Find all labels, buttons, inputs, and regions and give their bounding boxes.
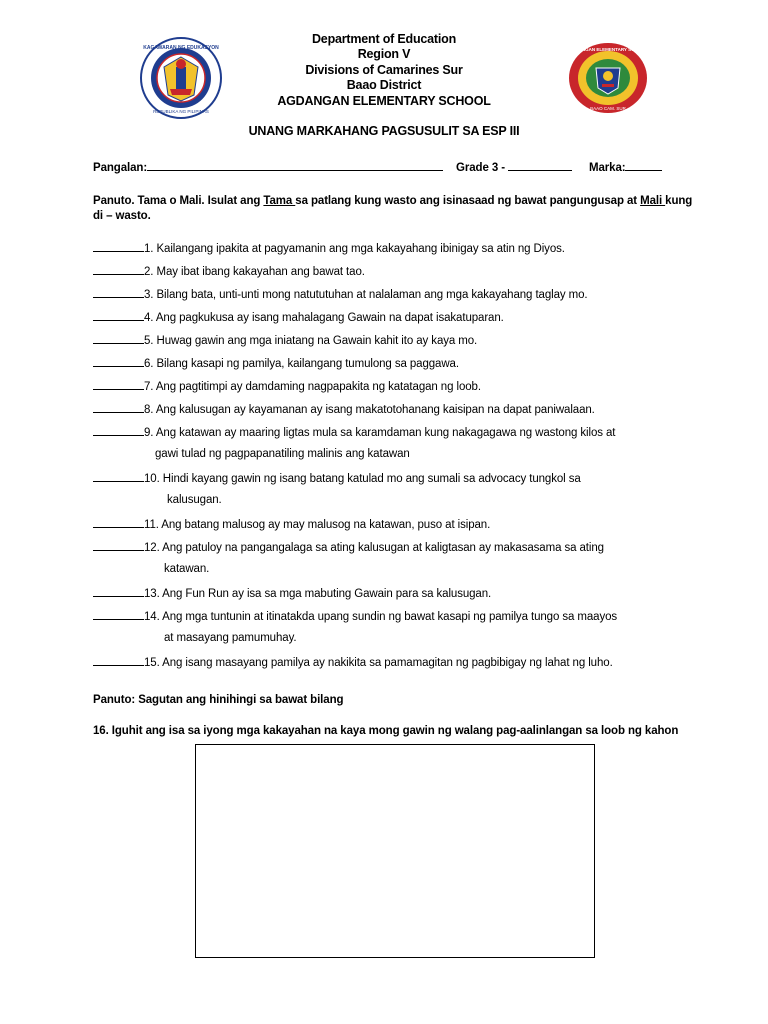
district-name: Baao District — [346, 78, 422, 92]
question-item — [93, 287, 588, 301]
answer-blank[interactable] — [93, 310, 144, 321]
svg-text:REPUBLIKA NG PILIPINAS: REPUBLIKA NG PILIPINAS — [153, 109, 209, 114]
question-continuation: katawan. — [164, 563, 210, 575]
question-text: 4. Ang pagkukusa ay isang mahalagang Gawain na dapat isakatuparan. — [144, 312, 504, 324]
mali-word: Mali — [640, 195, 666, 207]
answer-blank[interactable] — [93, 540, 144, 551]
question-text: 15. Ang isang masayang pamilya ay nakikita sa pamamagitan ng pagbibigay ng lahat ng luho. — [144, 657, 613, 669]
question-item — [93, 655, 613, 669]
question-text: 2. May ibat ibang kakayahan ang bawat tao. — [144, 266, 365, 278]
question-item — [93, 310, 504, 324]
grade-field[interactable] — [456, 160, 572, 174]
question-continuation: gawi tulad ng pagpapanatiling malinis ang katawan — [155, 448, 410, 460]
svg-text:KAGAWARAN NG EDUKASYON: KAGAWARAN NG EDUKASYON — [143, 45, 219, 51]
svg-text:AGDANGAN ELEMENTARY SCHOOL: AGDANGAN ELEMENTARY SCHOOL — [568, 47, 648, 52]
question-item — [93, 586, 491, 600]
answer-blank[interactable] — [93, 655, 144, 666]
name-blank[interactable] — [147, 160, 443, 171]
score-field[interactable] — [589, 160, 662, 174]
question-item — [93, 241, 565, 255]
question-item — [93, 540, 604, 554]
question-item — [93, 379, 481, 393]
question-continuation: at masayang pamumuhay. — [164, 632, 297, 644]
question-item — [93, 425, 615, 439]
answer-blank[interactable] — [93, 241, 144, 252]
exam-title: UNANG MARKAHANG PAGSUSULIT SA ESP III — [248, 124, 520, 138]
answer-blank[interactable] — [93, 356, 144, 367]
division-name: Divisions of Camarines Sur — [305, 63, 463, 77]
answer-blank[interactable] — [93, 402, 144, 413]
question-text: 9. Ang katawan ay maaring ligtas mula sa karamdaman kung nakagagawa ng wastong kilos at — [144, 427, 616, 439]
score-label: Marka: — [589, 162, 626, 174]
question-continuation: kalusugan. — [167, 494, 222, 506]
school-name: AGDANGAN ELEMENTARY SCHOOL — [277, 94, 491, 108]
question-text: 6. Bilang kasapi ng pamilya, kailangang tumulong sa paggawa. — [144, 358, 459, 370]
question-text: 5. Huwag gawin ang mga iniatang na Gawain kahit ito ay kaya mo. — [144, 335, 478, 347]
question-text: 8. Ang kalusugan ay kayamanan ay isang makatotohanang kaisipan na dapat paniwalaan. — [144, 404, 595, 416]
answer-blank[interactable] — [93, 586, 144, 597]
score-blank[interactable] — [625, 160, 662, 171]
question-item — [93, 609, 617, 623]
answer-blank[interactable] — [93, 333, 144, 344]
question-text: 13. Ang Fun Run ay isa sa mga mabuting Gawain para sa kalusugan. — [144, 588, 492, 600]
question-text: 10. Hindi kayang gawin ng isang batang katulad mo ang sumali sa advocacy tungkol sa — [144, 473, 581, 485]
question-item — [93, 356, 459, 370]
question-item — [93, 402, 595, 416]
answer-blank[interactable] — [93, 609, 144, 620]
drawing-box[interactable] — [195, 744, 595, 958]
question-text: 7. Ang pagtitimpi ay damdaming nagpapakita ng katatagan ng loob. — [144, 381, 481, 393]
answer-blank[interactable] — [93, 517, 144, 528]
question-16: 16. Iguhit ang isa sa iyong mga kakayahan na kaya mong gawin ng walang pag-aalinlangan sa loob ng kahon — [93, 725, 679, 737]
question-text: 3. Bilang bata, unti-unti mong natututuhan at nalalaman ang mga kakayahang taglay mo. — [144, 289, 588, 301]
answer-blank[interactable] — [93, 287, 144, 298]
name-label: Pangalan: — [93, 162, 148, 174]
grade-label: Grade 3 - — [456, 162, 505, 174]
instructions-line2: di – wasto. — [93, 210, 151, 222]
answer-blank[interactable] — [93, 379, 144, 390]
question-item — [93, 333, 477, 347]
question-text: 1. Kailangang ipakita at pagyamanin ang mga kakayahang ibinigay sa atin ng Diyos. — [144, 243, 565, 255]
question-item — [93, 264, 365, 278]
question-item — [93, 517, 490, 531]
answer-blank[interactable] — [93, 264, 144, 275]
instructions-sagutan: Panuto: Sagutan ang hinihingi sa bawat bilang — [93, 694, 344, 706]
question-item — [93, 471, 581, 485]
tama-word: Tama — [263, 195, 296, 207]
region-name: Region V — [357, 47, 411, 61]
answer-blank[interactable] — [93, 471, 144, 482]
grade-blank[interactable] — [508, 160, 572, 171]
question-text: 14. Ang mga tuntunin at itinatakda upang sundin ng bawat kasapi ng pamilya tungo sa maayos — [144, 611, 618, 623]
question-text: 11. Ang batang malusog ay may malusog na katawan, puso at isipan. — [144, 519, 491, 531]
dept-name: Department of Education — [311, 32, 457, 46]
svg-text:BAAO CAM. SUR: BAAO CAM. SUR — [590, 106, 626, 111]
name-field[interactable] — [93, 160, 443, 174]
instructions-tama-mali: Panuto. Tama o Mali. Isulat ang Tama sa patlang kung wasto ang isinasaad ng bawat pangungusap at Mali kung — [93, 195, 693, 207]
question-text: 12. Ang patuloy na pangangalaga sa ating kalusugan at kaligtasan ay makasasama sa ating — [144, 542, 604, 554]
answer-blank[interactable] — [93, 425, 144, 436]
